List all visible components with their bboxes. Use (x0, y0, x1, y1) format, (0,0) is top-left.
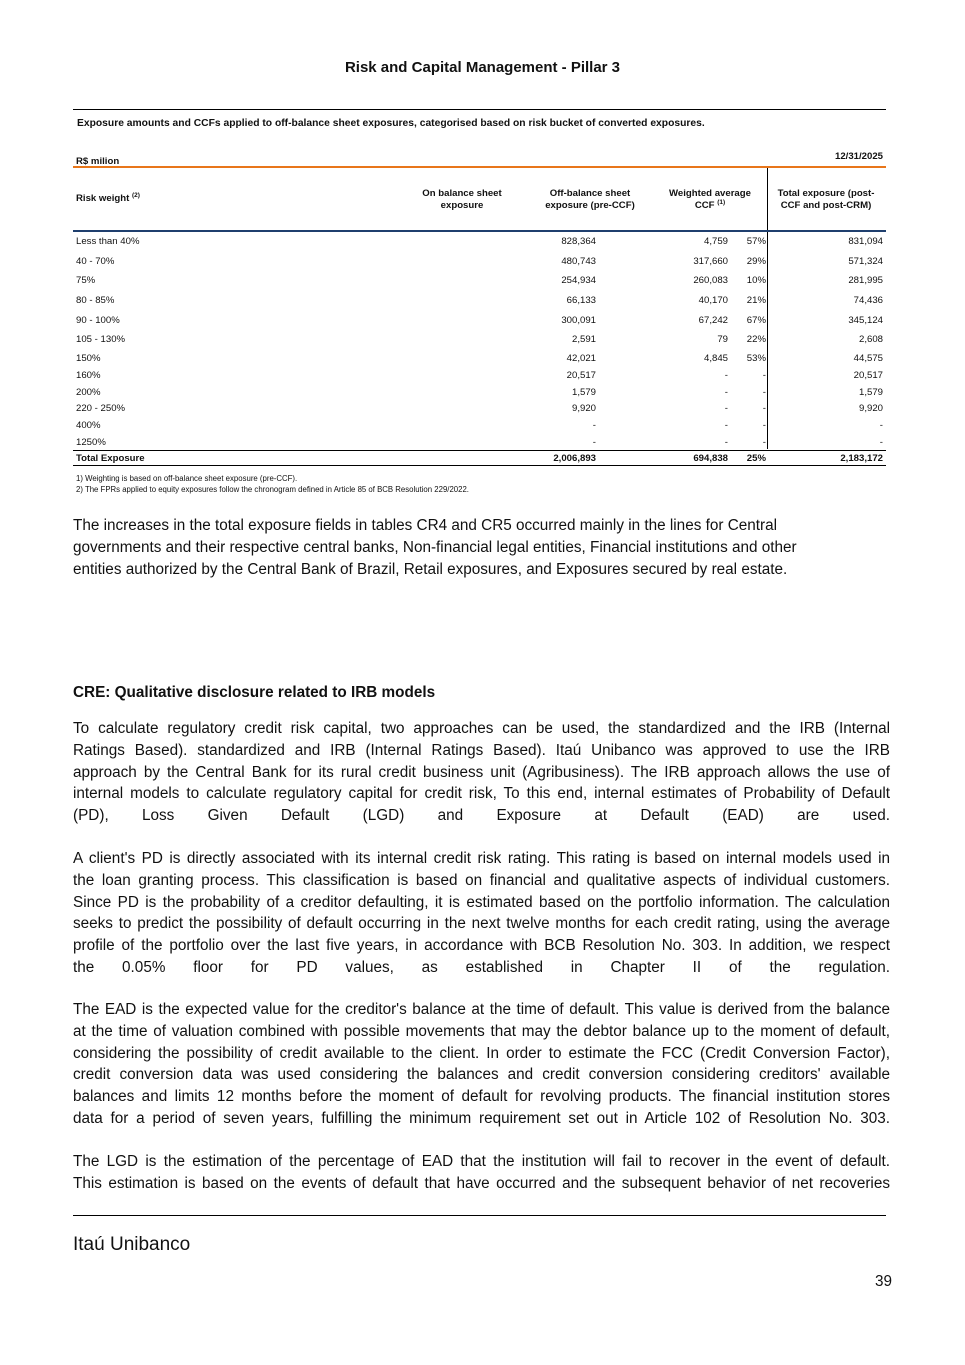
text-line: credit conversion data was used considering the balances and credit conversion considering creditors' available (73, 1066, 890, 1084)
row-off-balance: - (724, 370, 728, 381)
footer-brand: Itaú Unibanco (73, 1234, 191, 1255)
row-ccf: 29% (746, 256, 766, 267)
row-total: 831,094 (848, 236, 883, 247)
row-ccf: - (762, 420, 766, 431)
text-line: Ratings Based). standardized and IRB (Internal Ratings Based). Itaú Unibanco was approved to use the IRB (73, 741, 890, 759)
row-ccf: - (762, 387, 766, 398)
row-on-balance: 828,364 (561, 236, 596, 247)
footnote-2: 2) The FPRs applied to equity exposures follow the chronogram defined in Article 85 of BCB Resolution 229/2022. (76, 485, 469, 494)
row-total: 44,575 (853, 353, 883, 364)
col-header-ccf-note: (1) (717, 199, 726, 206)
row-off-balance: 4,845 (703, 353, 728, 364)
row-off-balance: 317,660 (693, 256, 728, 267)
table-row (73, 315, 886, 329)
total-ccf: 25% (746, 453, 766, 464)
total-off-balance: 694,838 (693, 453, 728, 464)
text-line: governments and their respective central banks, Non-financial legal entities, Financial institutions and other (73, 538, 797, 556)
col-header-ccf-l2: CCF (694, 200, 715, 211)
row-on-balance: - (592, 437, 596, 448)
row-ccf: 21% (746, 295, 766, 306)
row-on-balance: - (592, 420, 596, 431)
row-off-balance: 79 (717, 334, 728, 345)
row-off-balance: - (724, 403, 728, 414)
row-total: 345,124 (848, 315, 883, 326)
text-line: the loan granting process. This classification is based on financial and qualitative aspects of individual customers. (73, 871, 890, 889)
text-line: approach by the Central Bank for its rural credit business unit (Agribusiness). The IRB approach allows the use of (73, 763, 890, 781)
table-row (73, 437, 886, 451)
row-label: 1250% (76, 437, 106, 448)
row-total: 20,517 (853, 370, 883, 381)
table-row (73, 387, 886, 401)
row-label: 80 - 85% (76, 295, 115, 306)
row-ccf: - (762, 370, 766, 381)
col-header-total-l1: Total exposure (post- (777, 188, 875, 199)
paragraph-pd (73, 848, 890, 979)
row-off-balance: 67,242 (698, 315, 728, 326)
row-on-balance: 9,920 (571, 403, 596, 414)
text-line: The EAD is the expected value for the creditor's balance at the time of default. This value is derived from the balance (73, 1001, 890, 1018)
table-row (73, 256, 886, 270)
row-label: 400% (76, 420, 101, 431)
row-total: - (879, 420, 883, 431)
text-line: considering the possibility of credit available to the client. In order to estimate the FCC (Credit Conversion Factor), (73, 1044, 890, 1062)
header-rule (73, 109, 886, 110)
row-label: 150% (76, 353, 101, 364)
text-line: (PD), Loss Given Default (LGD) and Exposure at Default (EAD) are used. (73, 807, 890, 825)
text-line: profile of the portfolio over the last five years, in accordance with BCB Resolution No. 303. In addition, we respect (73, 937, 890, 955)
text-line: Since PD is the probability of a creditor defaulting, it is estimated based on the portfolio information. The calculation (73, 893, 890, 911)
table-row (73, 353, 886, 367)
row-on-balance: 480,743 (561, 256, 596, 267)
col-header-ccf (650, 188, 770, 212)
table-row (73, 370, 886, 384)
row-label: 40 - 70% (76, 256, 115, 267)
row-on-balance: 42,021 (566, 353, 596, 364)
row-on-balance: 20,517 (566, 370, 596, 381)
text-line: entities authorized by the Central Bank of Brazil, Retail exposures, and Exposures secured by real estate. (73, 560, 788, 578)
text-line: This estimation is based on the events of default that have occurred and the subsequent behavior of net recoveries (73, 1174, 890, 1192)
col-header-ccf-l2-wrap (650, 200, 770, 212)
paragraph-irb-approach (73, 718, 890, 827)
row-off-balance: 260,083 (693, 275, 728, 286)
paragraph-ead (73, 999, 890, 1130)
col-header-risk-weight-note: (2) (131, 192, 140, 199)
col-header-risk-weight-text: Risk weight (76, 193, 130, 204)
row-on-balance: 1,579 (571, 387, 596, 398)
row-total: 571,324 (848, 256, 883, 267)
row-ccf: 10% (746, 275, 766, 286)
table-row (73, 403, 886, 417)
col-header-on-balance-l2: exposure (440, 200, 484, 211)
row-off-balance: - (724, 420, 728, 431)
row-label: 220 - 250% (76, 403, 126, 414)
row-ccf: 57% (746, 236, 766, 247)
row-ccf: 53% (746, 353, 766, 364)
text-line: at the time of valuation combined with possible movements that may the debtor balance up to the moment of default, (73, 1022, 890, 1040)
row-off-balance: 4,759 (703, 236, 728, 247)
col-header-total-l2: CCF and post-CRM) (780, 200, 872, 211)
row-label: 105 - 130% (76, 334, 126, 345)
footnote-1: 1) Weighting is based on off-balance sheet exposure (pre-CCF). (76, 474, 298, 483)
row-total: 2,608 (858, 334, 883, 345)
text-line: internal models to calculate regulatory capital for credit risk, To this end, internal estimates of Probability of Default (73, 785, 890, 803)
table-row (73, 275, 886, 289)
table-unit: R$ milion (76, 156, 120, 167)
col-header-on-balance (402, 188, 522, 212)
text-line: the 0.05% floor for PD values, as established in Chapter II of the regulation. (73, 958, 890, 976)
table-caption: Exposure amounts and CCFs applied to off-balance sheet exposures, categorised based on risk bucket of converted exposures. (77, 118, 705, 129)
total-rule-top (73, 450, 886, 451)
total-total: 2,183,172 (840, 453, 883, 464)
row-on-balance: 300,091 (561, 315, 596, 326)
col-header-risk-weight (76, 193, 140, 204)
row-ccf: 67% (746, 315, 766, 326)
footer-rule (73, 1215, 886, 1216)
row-ccf: - (762, 403, 766, 414)
row-ccf: 22% (746, 334, 766, 345)
row-label: 160% (76, 370, 101, 381)
row-on-balance: 254,934 (561, 275, 596, 286)
row-total: 9,920 (858, 403, 883, 414)
text-line: data for a period of seven years, fulfilling the minimum requirement set out in Article 102 of Resolution No. 303. (73, 1109, 890, 1127)
row-total: 1,579 (858, 387, 883, 398)
page-header-title: Risk and Capital Management - Pillar 3 (344, 59, 621, 76)
text-line: The LGD is the estimation of the percentage of EAD that the institution will fail to recover in the event of default. (73, 1153, 890, 1170)
text-line: A client's PD is directly associated with its internal credit risk rating. This rating is based on internal models used in (73, 850, 890, 867)
col-header-off-balance-l2: exposure (pre-CCF) (545, 200, 635, 211)
page-number: 39 (874, 1273, 892, 1290)
col-header-off-balance-l1: Off-balance sheet (549, 188, 631, 199)
col-header-total (766, 188, 886, 212)
row-total: - (879, 437, 883, 448)
intro-paragraph (73, 515, 890, 580)
table-orange-rule (73, 166, 886, 168)
row-label: 90 - 100% (76, 315, 120, 326)
row-total: 74,436 (853, 295, 883, 306)
row-label: 200% (76, 387, 101, 398)
table-date: 12/31/2025 (834, 151, 883, 162)
col-header-off-balance (530, 188, 650, 212)
row-on-balance: 66,133 (566, 295, 596, 306)
row-ccf: - (762, 437, 766, 448)
table-row (73, 420, 886, 434)
section-title: CRE: Qualitative disclosure related to IRB models (73, 684, 436, 701)
text-line: seeks to predict the possibility of default occurring in the next twelve months for each credit rating, using the average (73, 915, 890, 933)
row-off-balance: - (724, 437, 728, 448)
table-row (73, 295, 886, 309)
row-total: 281,995 (848, 275, 883, 286)
text-line: The increases in the total exposure fields in tables CR4 and CR5 occurred mainly in the lines for Central (73, 517, 778, 534)
row-on-balance: 2,591 (571, 334, 596, 345)
col-header-ccf-l1: Weighted average (669, 188, 751, 199)
paragraph-lgd (73, 1151, 890, 1195)
row-label: 75% (76, 275, 96, 286)
table-row (73, 236, 886, 250)
table-row (73, 334, 886, 348)
row-off-balance: 40,170 (698, 295, 728, 306)
table-header-rule (73, 230, 886, 232)
total-on-balance: 2,006,893 (553, 453, 596, 464)
text-line: To calculate regulatory credit risk capital, two approaches can be used, the standardized and the IRB (Internal (73, 720, 890, 737)
col-header-on-balance-l1: On balance sheet (422, 188, 502, 199)
row-label: Less than 40% (76, 236, 140, 247)
text-line: balances and limits 12 months before the moment of default for revolving products. The financial institution stores (73, 1088, 890, 1106)
row-off-balance: - (724, 387, 728, 398)
total-rule-bottom (73, 465, 886, 466)
total-label: Total Exposure (76, 453, 145, 464)
